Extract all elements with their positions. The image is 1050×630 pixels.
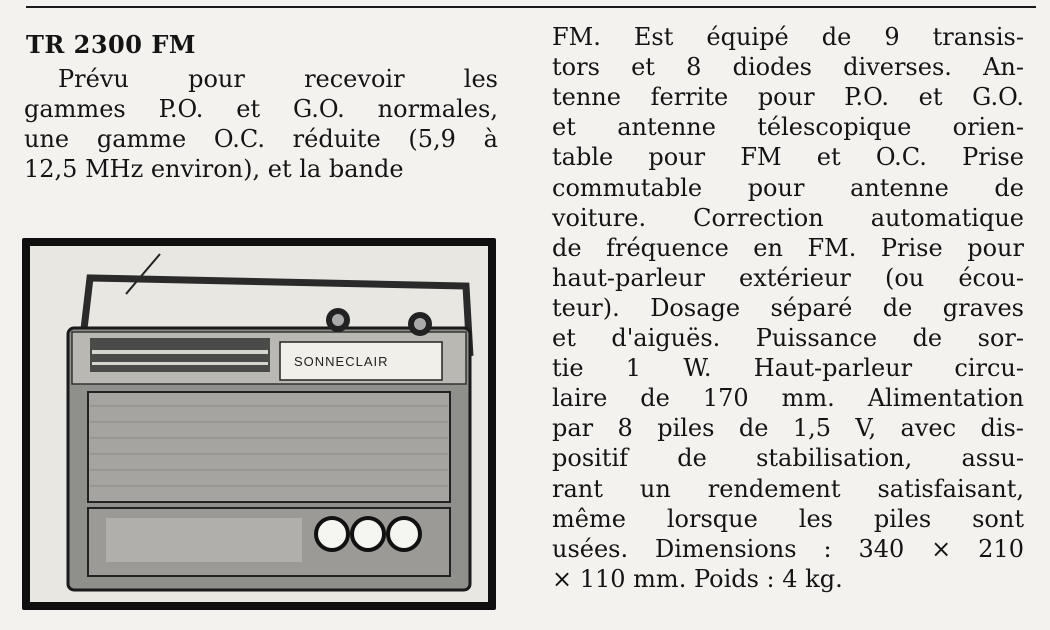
left-column-line: 12,5 MHz environ), et la bande [24,155,404,183]
right-column-line: teur). Dosage séparé de graves [552,293,1024,322]
left-column-line: une gamme O.C. réduite (5,9 à [24,125,498,153]
right-column-line: table pour FM et O.C. Prise [552,143,1024,172]
right-column-line: même lorsque les piles sont [552,504,1024,533]
right-column-line: voiture. Correction automatique [552,203,1024,232]
right-column-line: haut-parleur extérieur (ou écou- [552,263,1024,292]
right-column-line: par 8 piles de 1,5 V, avec dis- [552,414,1024,443]
right-column-line: usées. Dimensions : 340 × 210 [552,534,1024,563]
left-column-line: Prévu pour recevoir les [58,65,498,93]
radio-photo [22,238,496,610]
right-column-line: FM. Est équipé de 9 transis- [552,23,1024,51]
right-column-line: tors et 8 diodes diverses. An- [552,53,1024,82]
right-column-line: laire de 170 mm. Alimentation [552,384,1024,413]
right-column-line: et antenne télescopique orien- [552,113,1024,142]
top-rule [26,6,1036,8]
right-column-line: de fréquence en FM. Prise pour [552,233,1024,262]
right-column-line: et d'aiguës. Puissance de sor- [552,324,1024,352]
right-column-line: commutable pour antenne de [552,173,1024,202]
right-column-line: rant un rendement satisfaisant, [552,474,1024,503]
front-knobs [316,518,420,550]
left-column-line: gammes P.O. et G.O. normales, [24,95,498,123]
right-column-line: tie 1 W. Haut-parleur circu- [552,354,1024,383]
right-column-line: tenne ferrite pour P.O. et G.O. [552,83,1024,112]
brand-label: SONNECLAIR [294,354,389,369]
right-column-line: × 110 mm. Poids : 4 kg. [552,564,843,593]
right-column-line: positif de stabilisation, assu- [552,444,1024,473]
product-heading: TR 2300 FM [26,30,196,59]
